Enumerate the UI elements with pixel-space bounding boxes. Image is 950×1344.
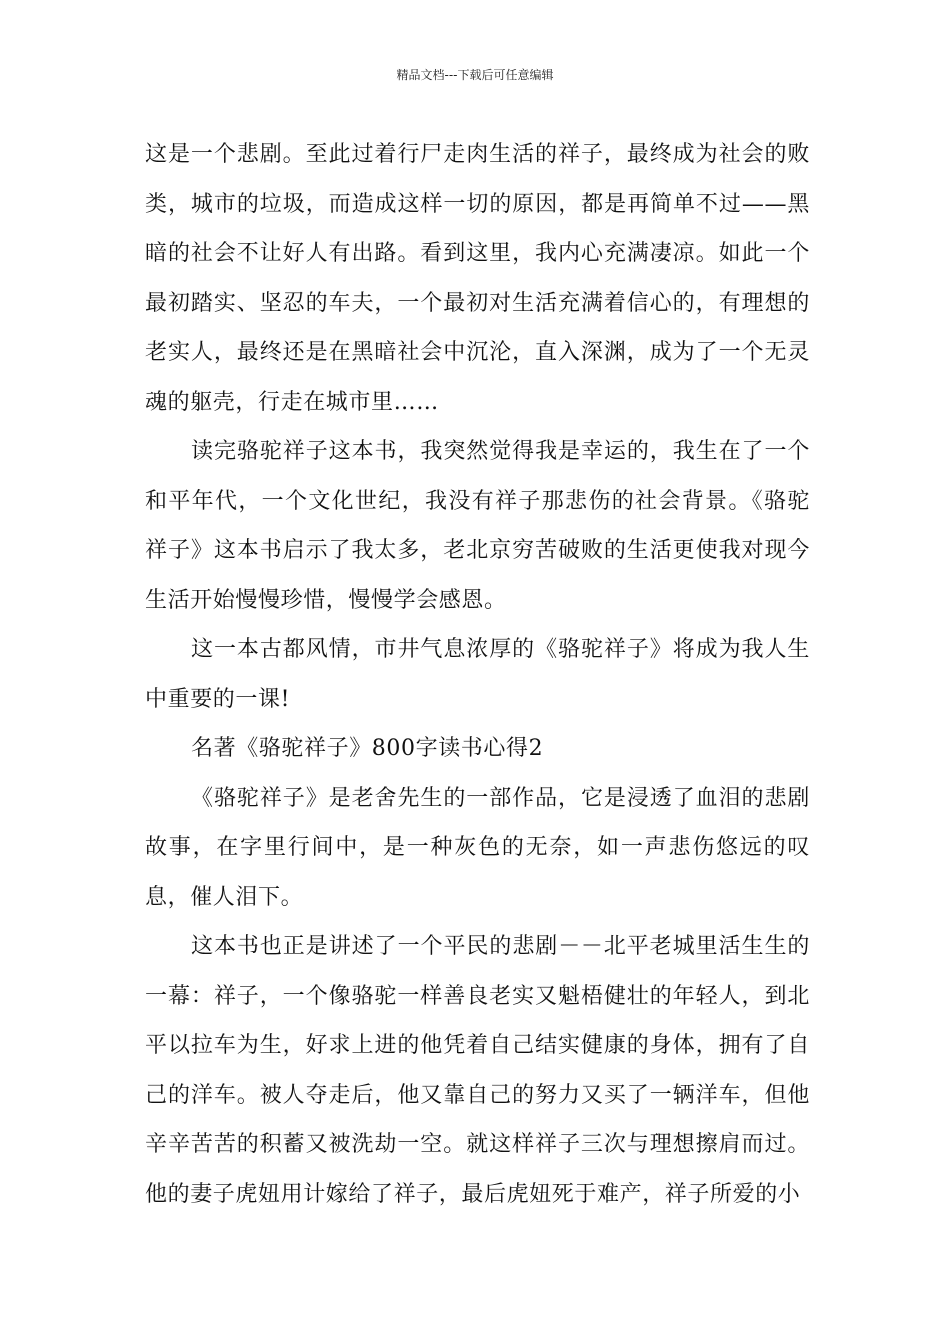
paragraph-intro-2: 《骆驼祥子》是老舍先生的一部作品，它是浸透了血泪的悲剧故事，在字里行间中，是一种灰色的无奈，如一声悲伤悠远的叹息，催人泪下。	[145, 785, 810, 910]
paragraph-tragedy: 这是一个悲剧。至此过着行尸走肉生活的祥子，最终成为社会的败类，城市的垃圾，而造成这样一切的原因，都是再简单不过——黑暗的社会不让好人有出路。看到这里，我内心充满凄凉。如此一个最初踏实、坚忍的车夫，一个最初对生活充满着信心的，有理想的老实人，最终还是在黑暗社会中沉沦，直入深渊，成为了一个无灵魂的躯壳，行走在城市里……	[145, 142, 810, 415]
paragraph-reflection: 读完骆驼祥子这本书，我突然觉得我是幸运的，我生在了一个和平年代，一个文化世纪，我没有祥子那悲伤的社会背景。《骆驼祥子》这本书启示了我太多，老北京穷苦破败的生活更使我对现今生活开始慢慢珍惜，慢慢学会感恩。	[145, 439, 810, 613]
paragraph-story-2: 这本书也正是讲述了一个平民的悲剧－－北平老城里活生生的一幕：祥子，一个像骆驼一样善良老实又魁梧健壮的年轻人，到北平以拉车为生，好求上进的他凭着自己结实健康的身体，拥有了自己的洋车。被人夺走后，他又靠自己的努力又买了一辆洋车，但他辛辛苦苦的积蓄又被洗劫一空。就这样祥子三次与理想擦肩而过。他的妻子虎妞用计嫁给了祥子，最后虎妞死于难产，祥子所爱的小	[145, 934, 810, 1207]
section-title: 名著《骆驼祥子》800字读书心得2	[191, 736, 544, 761]
page-header: 精品文档---下载后可任意编辑	[396, 68, 554, 82]
document-body	[145, 130, 810, 1219]
paragraph-conclusion: 这一本古都风情，市井气息浓厚的《骆驼祥子》将成为我人生中重要的一课!	[145, 637, 810, 712]
